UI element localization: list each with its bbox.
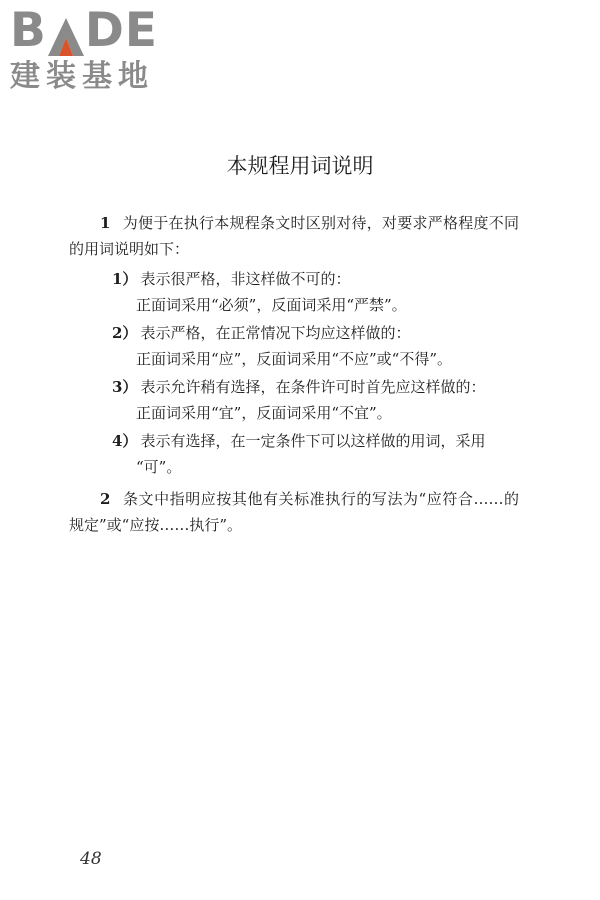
item-number: 2） <box>112 324 138 342</box>
document-body <box>69 210 519 542</box>
item-number: 3） <box>112 378 138 396</box>
list-item <box>69 428 519 480</box>
page-title: 本规程用词说明 <box>226 154 374 178</box>
clause-2 <box>69 486 519 538</box>
clause-2-text: 条文中指明应按其他有关标准执行的写法为“应符合……的规定”或“应按……执行”。 <box>69 490 519 534</box>
item-line1: 表示有选择，在一定条件下可以这样做的用词，采用 <box>140 432 486 450</box>
clause-1 <box>69 210 519 262</box>
item-number: 1） <box>112 270 138 288</box>
item-line2: 正面词采用“应”，反面词采用“不应”或“不得”。 <box>136 350 453 368</box>
logo-subtitle: 建装基地 <box>10 59 154 94</box>
logo-wordmark <box>10 3 175 58</box>
logo-a-icon <box>48 18 84 56</box>
item-number: 4） <box>112 432 138 450</box>
item-line2: “可”。 <box>136 458 182 476</box>
item-line2: 正面词采用“必须”，反面词采用“严禁”。 <box>136 296 407 314</box>
item-line2: 正面词采用“宜”，反面词采用“不宜”。 <box>136 404 392 422</box>
logo-letters-de: DE <box>84 3 158 58</box>
logo-letter-b: B <box>10 3 47 58</box>
clause-1-number: 1 <box>100 214 111 232</box>
list-item <box>69 320 519 372</box>
list-item <box>69 266 519 318</box>
item-line1: 表示允许稍有选择，在条件许可时首先应这样做的： <box>140 378 486 396</box>
item-line1: 表示很严格，非这样做不可的： <box>140 270 351 288</box>
page-number: 48 <box>80 849 102 869</box>
item-line1: 表示严格，在正常情况下均应这样做的： <box>140 324 411 342</box>
clause-1-text: 为便于在执行本规程条文时区别对待，对要求严格程度不同的用词说明如下： <box>69 214 519 258</box>
clause-2-number: 2 <box>100 490 111 508</box>
list-item <box>69 374 519 426</box>
logo <box>10 3 175 94</box>
